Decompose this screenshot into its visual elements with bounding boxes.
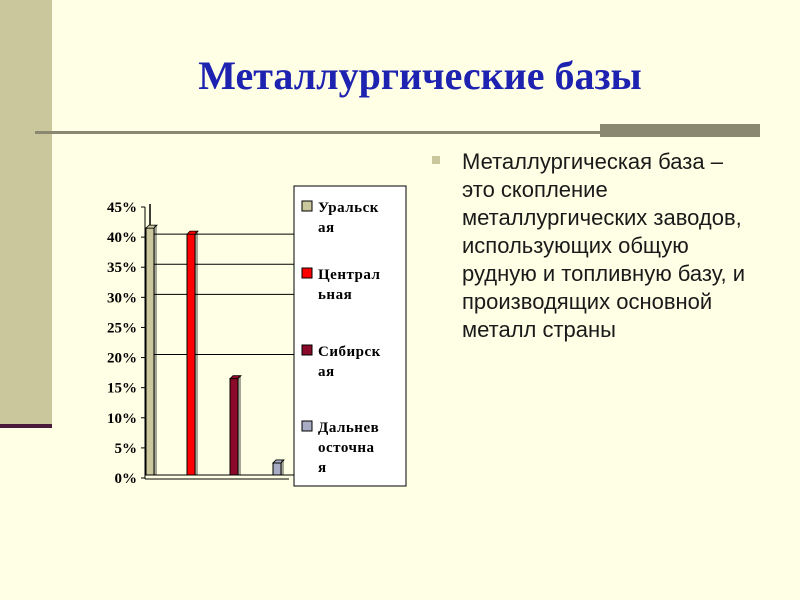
y-tick-label: 35% xyxy=(107,260,137,277)
bar-side xyxy=(154,225,157,475)
legend-swatch xyxy=(302,268,312,278)
legend-swatch xyxy=(302,421,312,431)
bar xyxy=(146,228,154,475)
bar-side xyxy=(238,376,241,475)
y-tick-label: 25% xyxy=(107,320,137,337)
legend-label: Сибирск xyxy=(318,344,381,360)
legend-label: осточна xyxy=(318,440,375,456)
legend-swatch xyxy=(302,201,312,211)
y-tick-label: 0% xyxy=(114,471,137,487)
y-tick-label: 10% xyxy=(107,410,137,427)
y-tick-label: 30% xyxy=(107,290,137,307)
slide-title: Металлургические базы xyxy=(198,53,642,98)
legend-label: ая xyxy=(318,220,335,236)
legend-label: Уральск xyxy=(318,200,379,216)
bullet-text: Металлургическая база – это скопление металлургических заводов, использующих общую рудную и топливную базу, и производящих основной металл страны xyxy=(462,149,746,342)
bar xyxy=(187,234,195,475)
bar-side xyxy=(195,231,198,475)
y-tick-label: 45% xyxy=(107,200,137,216)
bar xyxy=(273,463,281,475)
y-tick-label: 40% xyxy=(107,230,137,247)
legend-swatch xyxy=(302,345,312,355)
legend-label: Дальнев xyxy=(318,420,380,436)
y-tick-label: 15% xyxy=(107,380,137,397)
legend-label: я xyxy=(318,460,327,476)
y-tick-label: 20% xyxy=(107,350,137,367)
legend-label: ьная xyxy=(318,287,353,303)
legend-label: ая xyxy=(318,364,335,380)
y-tick-label: 5% xyxy=(114,440,137,457)
legend-label: Централ xyxy=(318,267,381,283)
bar xyxy=(230,379,238,475)
bar-side xyxy=(281,460,284,475)
